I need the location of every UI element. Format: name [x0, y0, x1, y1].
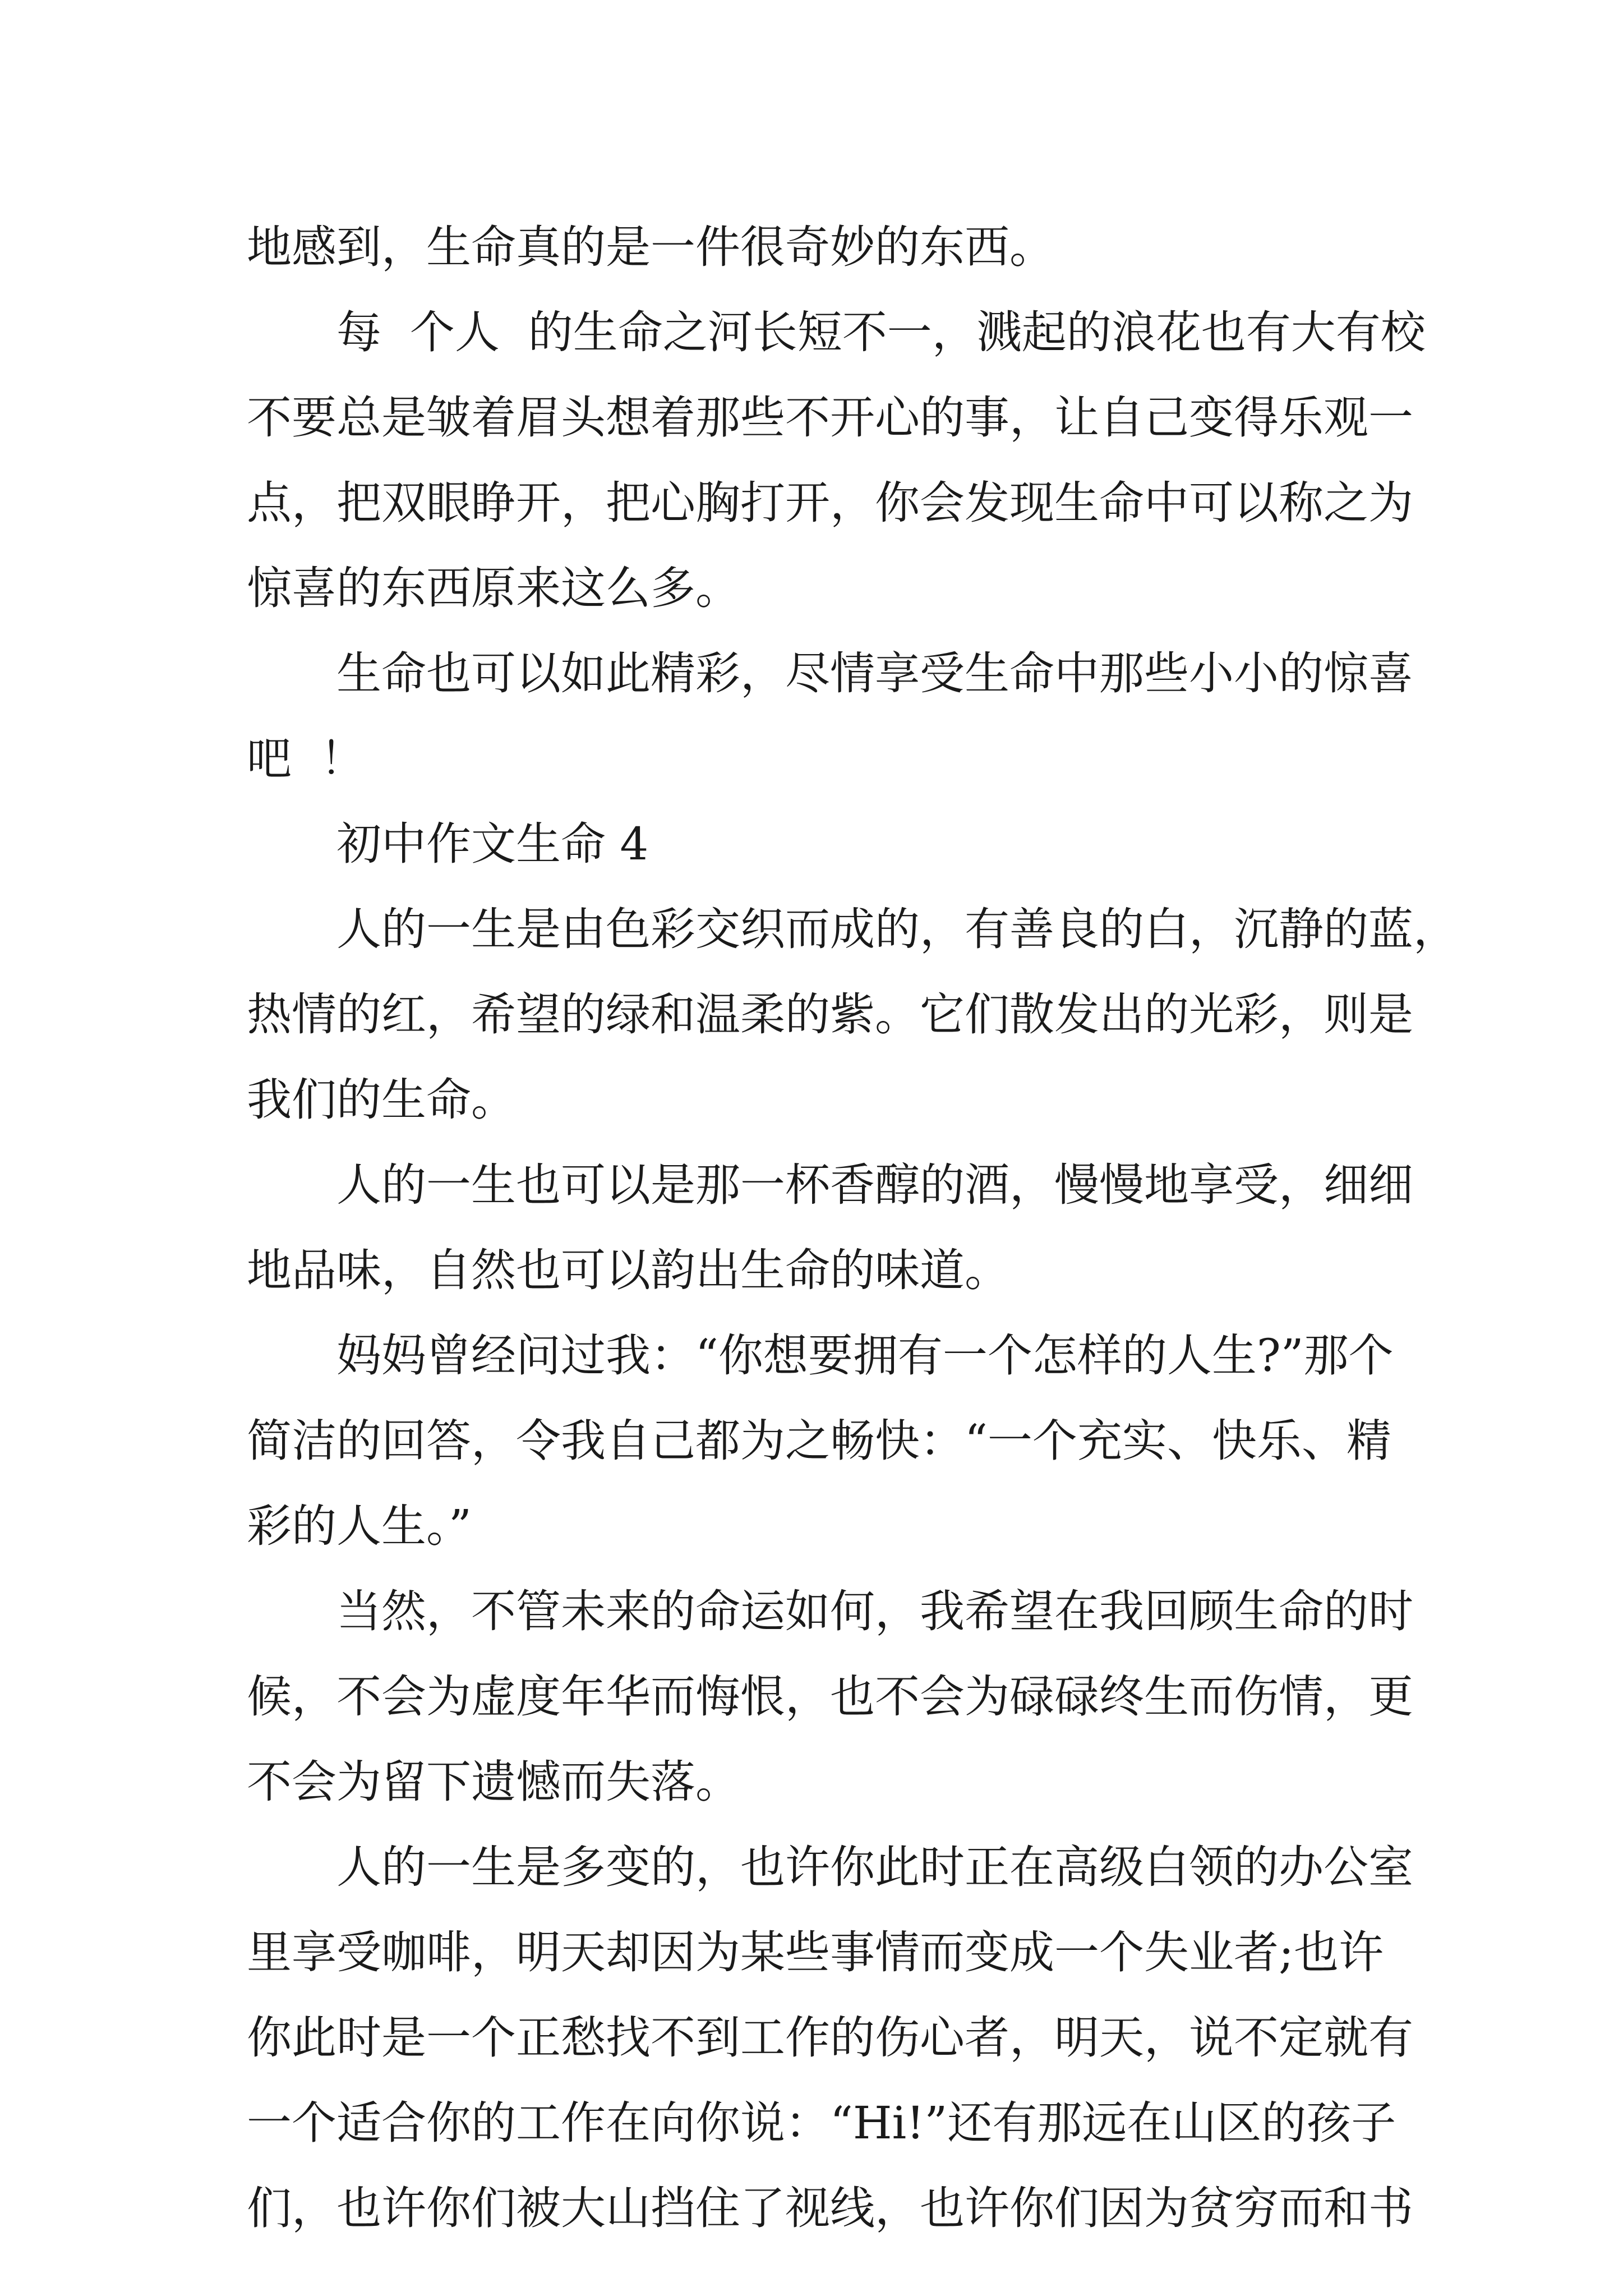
text-line: 不要总是皱着眉头想着那些不开心的事，让自己变得乐观一: [247, 392, 1413, 444]
text-line: 不会为留下遗憾而失落。: [247, 1756, 740, 1808]
text-line: 我们的生命。: [247, 1074, 516, 1126]
text-line: 点，把双眼睁开，把心胸打开，你会发现生命中可以称之为: [247, 477, 1413, 529]
paragraph-first-line: 人的一生也可以是那一杯香醇的酒，慢慢地享受，细细: [336, 1159, 1413, 1211]
text-line: 惊喜的东西原来这么多。: [247, 562, 740, 614]
text-line: 一个适合你的工作在向你说：“Hi!”还有那远在山区的孩子: [247, 2097, 1396, 2149]
paragraph-first-line: 人的一生是由色彩交织而成的，有善良的白，沉静的蓝，: [336, 903, 1458, 955]
text-line: 地感到，生命真的是一件很奇妙的东西。: [247, 221, 1054, 273]
text-line: 简洁的回答，令我自己都为之畅快：“一个充实、快乐、精: [247, 1415, 1391, 1467]
text-line: 地品味，自然也可以韵出生命的味道。: [247, 1244, 1009, 1296]
paragraph-first-line: 当然，不管未来的命运如何，我希望在我回顾生命的时: [336, 1585, 1413, 1637]
text-line: 热情的红，希望的绿和温柔的紫。它们散发出的光彩，则是: [247, 988, 1413, 1041]
section-heading: 初中作文生命 4: [336, 818, 649, 870]
paragraph-first-line: 人的一生是多变的，也许你此时正在高级白领的办公室: [336, 1841, 1413, 1893]
paragraph-first-line: 妈妈曾经问过我：“你想要拥有一个怎样的人生?”那个: [336, 1329, 1394, 1382]
paragraph-first-line: 生命也可以如此精彩，尽情享受生命中那些小小的惊喜: [336, 647, 1413, 700]
text-line: 你此时是一个正愁找不到工作的伤心者，明天，说不定就有: [247, 2012, 1413, 2064]
text-line: 里享受咖啡，明天却因为某些事情而变成一个失业者;也许: [247, 1926, 1384, 1978]
text-line: 们，也许你们被大山挡住了视线，也许你们因为贫穷而和书: [247, 2182, 1413, 2234]
text-line: 吧 ！: [247, 733, 365, 785]
text-line: 候，不会为虚度年华而悔恨，也不会为碌碌终生而伤情，更: [247, 1671, 1413, 1723]
text-line: 彩的人生。”: [247, 1500, 472, 1552]
paragraph-first-line: 每 个人 的生命之河长短不一，溅起的浪花也有大有校: [336, 306, 1426, 358]
